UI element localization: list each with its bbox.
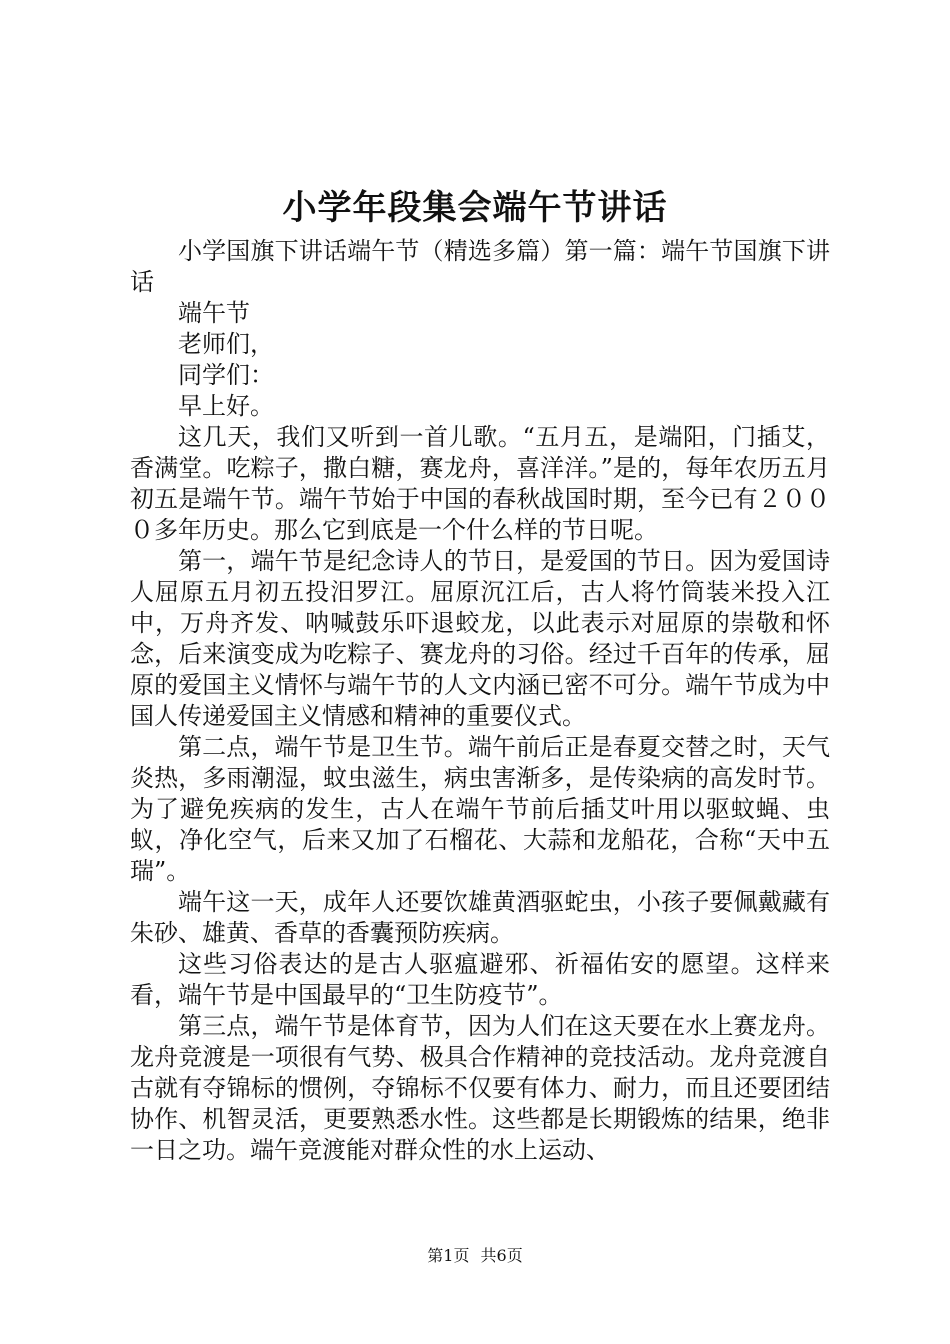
paragraph-body: 第一，端午节是纪念诗人的节日，是爱国的节日。因为爱国诗人屈原五月初五投汨罗江。屈原沉江后，古人将竹筒装米投入江中，万舟齐发、呐喊鼓乐吓退蛟龙，以此表示对屈原的崇敬和怀念，后来演变成为吃粽子、赛龙舟的习俗。经过千百年的传承，屈原的爱国主义情怀与端午节的人文内涵已密不可分。端午节成为中国人传递爱国主义情感和精神的重要仪式。 xyxy=(130,547,830,730)
paragraph-body: 第二点，端午节是卫生节。端午前后正是春夏交替之时，天气炎热，多雨潮湿，蚊虫滋生，病虫害渐多，是传染病的高发时节。为了避免疾病的发生，古人在端午节前后插艾叶用以驱蚊蝇、虫蚁，净化空气，后来又加了石榴花、大蒜和龙船花，合称“天中五瑞”。 xyxy=(130,733,830,885)
page-total: 共6页 xyxy=(480,1246,523,1265)
paragraph-salutation-teachers: 老师们， xyxy=(178,330,274,358)
document-title: 小学年段集会端午节讲话 xyxy=(282,188,668,228)
page-footer xyxy=(0,1245,950,1267)
paragraph-body: 这些习俗表达的是古人驱瘟避邪、祈福佑安的愿望。这样来看，端午节是中国最早的“卫生防疫节”。 xyxy=(130,950,830,1009)
paragraph-intro: 小学国旗下讲话端午节（精选多篇）第一篇：端午节国旗下讲话 xyxy=(130,237,830,296)
page-number: 第1页 xyxy=(427,1246,470,1265)
document-body xyxy=(130,236,830,1166)
paragraph-body: 端午这一天，成年人还要饮雄黄酒驱蛇虫，小孩子要佩戴藏有朱砂、雄黄、香草的香囊预防疾病。 xyxy=(130,888,830,947)
paragraph-body: 第三点，端午节是体育节，因为人们在这天要在水上赛龙舟。龙舟竞渡是一项很有气势、极具合作精神的竞技活动。龙舟竞渡自古就有夺锦标的惯例，夺锦标不仅要有体力、耐力，而且还要团结协作、机智灵活，更要熟悉水性。这些都是长期锻炼的结果，绝非一日之功。端午竞渡能对群众性的水上运动、 xyxy=(130,1012,830,1164)
paragraph-heading: 端午节 xyxy=(178,299,250,327)
paragraph-body: 这几天，我们又听到一首儿歌。“五月五，是端阳，门插艾，香满堂。吃粽子，撒白糖，赛龙舟，喜洋洋。”是的，每年农历五月初五是端午节。端午节始于中国的春秋战国时期，至今已有２０００多年历史。那么它到底是一个什么样的节日呢。 xyxy=(130,423,830,544)
paragraph-salutation-students: 同学们： xyxy=(178,361,274,389)
paragraph-greeting: 早上好。 xyxy=(178,392,274,420)
